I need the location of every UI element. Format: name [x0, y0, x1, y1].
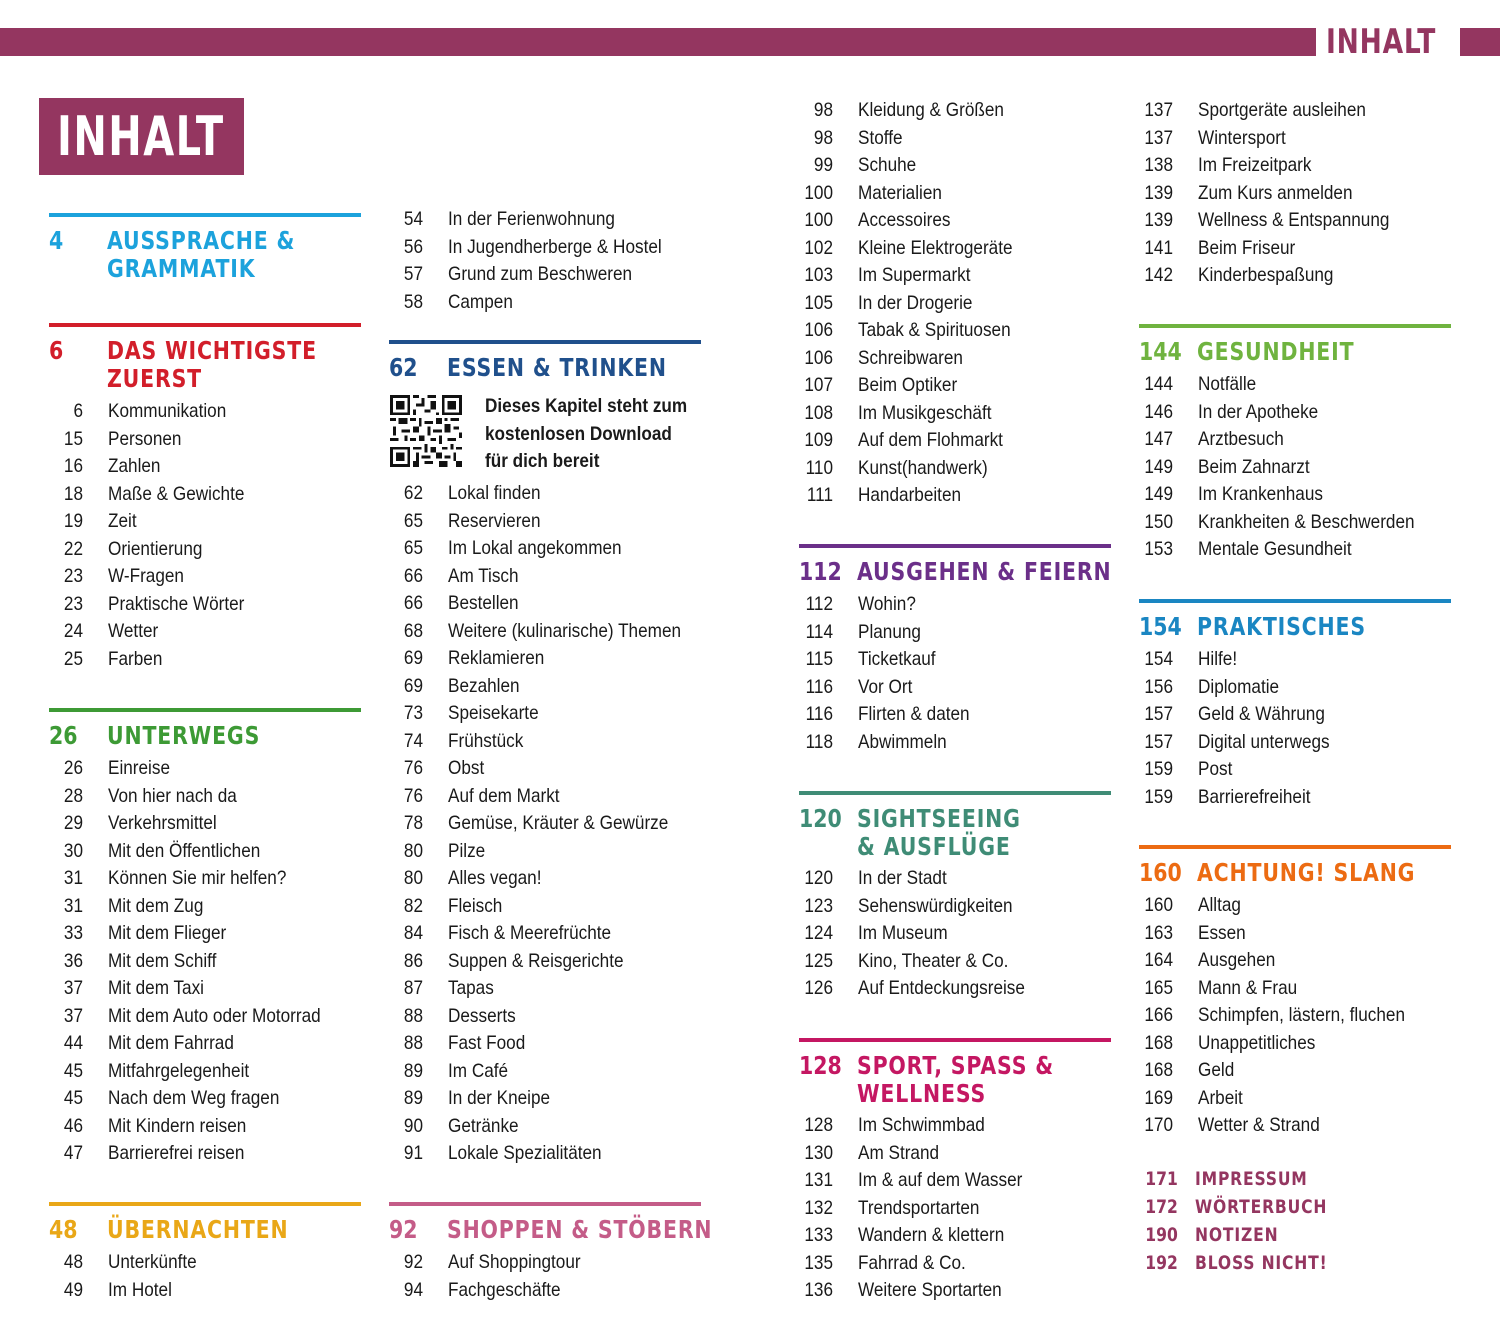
entry-page-number: 56: [403, 235, 423, 258]
entry-label: Accessoires: [858, 209, 951, 231]
section-title-line2: ZUERST: [107, 364, 202, 393]
entry-label: Zahlen: [108, 455, 161, 477]
entry-page-number: 115: [805, 648, 833, 670]
entry-label: Wohin?: [858, 593, 916, 615]
entry-page-number: 102: [804, 236, 833, 259]
entry-label: Im Musikgeschäft: [858, 401, 992, 424]
entry-label: Speisekarte: [448, 702, 539, 724]
entry-label: Kino, Theater & Co.: [858, 949, 1009, 972]
entry-label: Verkehrsmittel: [108, 812, 217, 834]
entry-label: Post: [1198, 758, 1233, 780]
entry-page-number: 135: [804, 1251, 833, 1274]
entry-label: Wintersport: [1198, 126, 1286, 149]
qr-download-block: [389, 395, 701, 471]
entry-label: Wandern & klettern: [858, 1224, 1005, 1246]
entry-label: Mit dem Zug: [108, 894, 204, 917]
section-title: AUSSPRACHE &: [107, 226, 296, 255]
entry-label: In Jugendherberge & Hostel: [448, 235, 662, 258]
entry-page-number: 111: [806, 484, 833, 506]
entry-page-number: 57: [403, 263, 423, 285]
entry-page-number: 154: [1144, 648, 1173, 670]
entry-label: Grund zum Beschweren: [448, 263, 633, 285]
section-rule: [389, 1202, 701, 1206]
entry-page-number: 146: [1144, 400, 1173, 423]
entry-label: Mit dem Taxi: [108, 977, 205, 999]
section-title: SIGHTSEEING: [857, 804, 1021, 833]
entry-label: Lokal finden: [448, 482, 541, 504]
entry-label: Kunst(handwerk): [858, 456, 988, 479]
entry-page-number: 45: [63, 1087, 83, 1109]
entry-page-number: 103: [804, 264, 833, 286]
section-title: SHOPPEN & STÖBERN: [447, 1215, 713, 1244]
entry-page-number: 112: [805, 593, 833, 615]
entry-label: Ticketkauf: [858, 648, 936, 670]
entry-page-number: 65: [403, 509, 423, 532]
entry-page-number: 156: [1144, 675, 1173, 698]
entry-page-number: 92: [403, 1251, 423, 1273]
entry-label: Barrierefreiheit: [1198, 785, 1311, 808]
entry-label: Flirten & daten: [858, 703, 970, 725]
entry-label: Im Café: [448, 1059, 509, 1082]
entry-page-number: 169: [1144, 1086, 1173, 1109]
header-bar-end: [1460, 28, 1500, 56]
entry-page-number: 76: [403, 757, 423, 779]
section-rule: [49, 213, 361, 217]
entry-page-number: 80: [403, 867, 423, 889]
entry-page-number: 23: [63, 565, 83, 587]
entry-label: Mit dem Flieger: [108, 922, 227, 944]
entry-label: In der Drogerie: [858, 291, 973, 314]
section-title: SPORT, SPASS &: [857, 1051, 1054, 1080]
section-page-number: 92: [389, 1215, 418, 1244]
entry-page-number: 190: [1145, 1224, 1178, 1246]
entry-label: Personen: [108, 427, 182, 450]
entry-label: Wetter: [108, 620, 159, 642]
entry-label: BLOSS NICHT!: [1195, 1252, 1328, 1274]
entry-page-number: 159: [1144, 758, 1173, 780]
section-rule: [799, 544, 1111, 548]
entry-page-number: 157: [1144, 703, 1173, 725]
entry-page-number: 89: [403, 1087, 423, 1109]
entry-label: Gemüse, Kräuter & Gewürze: [448, 812, 669, 834]
entry-label: Alltag: [1198, 894, 1241, 916]
entry-page-number: 46: [63, 1114, 83, 1137]
entry-label: Einreise: [108, 757, 170, 779]
section-title-line2: GRAMMATIK: [107, 254, 256, 283]
entry-label: Nach dem Weg fragen: [108, 1087, 280, 1109]
entry-page-number: 48: [63, 1251, 83, 1273]
entry-page-number: 19: [63, 510, 83, 532]
section-page-number: 120: [799, 804, 842, 833]
section-rule: [799, 1038, 1111, 1042]
entry-label: Auf Entdeckungsreise: [858, 977, 1025, 999]
entry-label: Desserts: [448, 1004, 516, 1027]
entry-label: Campen: [448, 290, 513, 313]
entry-label: Zum Kurs anmelden: [1198, 181, 1353, 204]
entry-page-number: 172: [1145, 1196, 1178, 1218]
entry-page-number: 150: [1144, 510, 1173, 533]
entry-label: Auf dem Flohmarkt: [858, 429, 1003, 451]
entry-label: Essen: [1198, 921, 1246, 944]
entry-page-number: 130: [804, 1141, 833, 1164]
entry-label: Notfälle: [1198, 373, 1257, 395]
entry-label: Sehenswürdigkeiten: [858, 894, 1013, 917]
entry-page-number: 94: [403, 1278, 423, 1301]
section-rule: [799, 791, 1111, 795]
entry-label: Trendsportarten: [858, 1196, 980, 1219]
entry-page-number: 139: [1144, 209, 1173, 231]
entry-label: Mann & Frau: [1198, 976, 1298, 999]
entry-page-number: 110: [805, 456, 833, 479]
entry-label: Praktische Wörter: [108, 592, 245, 615]
section-title: AUSGEHEN & FEIERN: [857, 557, 1112, 586]
entry-label: Am Strand: [858, 1141, 940, 1164]
entry-page-number: 133: [804, 1224, 833, 1246]
entry-page-number: 192: [1145, 1252, 1178, 1274]
entry-page-number: 118: [805, 730, 833, 753]
entry-label: Tabak & Spirituosen: [858, 319, 1011, 341]
entry-page-number: 31: [63, 894, 83, 917]
entry-page-number: 22: [63, 537, 83, 560]
entry-label: Reservieren: [448, 509, 541, 532]
entry-label: Krankheiten & Beschwerden: [1198, 510, 1415, 533]
entry-page-number: 87: [403, 977, 423, 999]
entry-page-number: 164: [1144, 949, 1173, 971]
entry-label: Farben: [108, 647, 163, 670]
entry-label: Orientierung: [108, 537, 203, 560]
entry-label: Kommunikation: [108, 400, 227, 422]
entry-label: Im & auf dem Wasser: [858, 1169, 1023, 1191]
qr-note-line2: kostenlosen Download: [485, 422, 672, 445]
entry-label: Im Schwimmbad: [858, 1114, 985, 1136]
entry-label: Vor Ort: [858, 675, 913, 698]
entry-page-number: 29: [63, 812, 83, 834]
section-title: PRAKTISCHES: [1197, 612, 1366, 641]
entry-page-number: 170: [1144, 1114, 1173, 1136]
entry-label: Bezahlen: [448, 674, 520, 697]
entry-label: Wetter & Strand: [1198, 1114, 1320, 1136]
entry-label: Hilfe!: [1198, 648, 1238, 670]
entry-page-number: 47: [63, 1142, 83, 1164]
entry-label: Im Supermarkt: [858, 264, 971, 286]
entry-page-number: 89: [403, 1059, 423, 1082]
entry-label: Sportgeräte ausleihen: [1198, 99, 1366, 121]
entry-label: Mit dem Fahrrad: [108, 1032, 234, 1054]
section-page-number: 48: [49, 1215, 78, 1244]
entry-label: Weitere (kulinarische) Themen: [448, 619, 682, 642]
section-page-number: 144: [1139, 337, 1182, 366]
entry-label: Kinderbespaßung: [1198, 264, 1334, 286]
section-rule: [1139, 845, 1451, 849]
entry-page-number: 58: [403, 290, 423, 313]
section-page-number: 128: [799, 1051, 842, 1080]
entry-page-number: 160: [1144, 894, 1173, 916]
entry-label: Mit dem Schiff: [108, 949, 217, 972]
entry-page-number: 106: [804, 319, 833, 341]
qr-note-line3: für dich bereit: [485, 450, 600, 472]
entry-label: Beim Friseur: [1198, 236, 1296, 259]
entry-label: Diplomatie: [1198, 675, 1280, 698]
section-rule: [389, 340, 701, 344]
entry-label: Materialien: [858, 181, 942, 204]
entry-label: Auf dem Markt: [448, 784, 560, 807]
entry-label: Stoffe: [858, 126, 903, 149]
entry-page-number: 136: [804, 1279, 833, 1301]
qr-note-line1: Dieses Kapitel steht zum: [485, 395, 688, 417]
section-rule: [1139, 324, 1451, 328]
entry-label: Lokale Spezialitäten: [448, 1142, 602, 1164]
entry-page-number: 108: [804, 401, 833, 424]
entry-page-number: 137: [1144, 126, 1173, 149]
entry-label: Schimpfen, lästern, fluchen: [1198, 1004, 1405, 1026]
entry-page-number: 141: [1144, 236, 1173, 259]
section-title-line2: WELLNESS: [857, 1079, 987, 1108]
entry-label: Unterkünfte: [108, 1251, 197, 1273]
entry-page-number: 66: [403, 564, 423, 587]
entry-page-number: 36: [63, 949, 83, 972]
entry-page-number: 24: [63, 620, 83, 642]
entry-label: Barrierefrei reisen: [108, 1142, 245, 1164]
entry-page-number: 157: [1144, 730, 1173, 753]
entry-page-number: 65: [403, 537, 423, 559]
section-page-number: 26: [49, 721, 78, 750]
entry-label: Im Krankenhaus: [1198, 483, 1323, 505]
section-rule: [49, 323, 361, 327]
entry-page-number: 114: [805, 620, 833, 643]
entry-page-number: 98: [813, 99, 833, 121]
entry-label: Obst: [448, 757, 485, 779]
entry-page-number: 163: [1144, 921, 1173, 944]
entry-label: Kleine Elektrogeräte: [858, 236, 1013, 259]
section-title: DAS WICHTIGSTE: [107, 336, 317, 365]
entry-page-number: 149: [1144, 483, 1173, 505]
page-header-title: INHALT: [1326, 22, 1437, 62]
entry-label: Schreibwaren: [858, 346, 963, 369]
entry-page-number: 171: [1145, 1168, 1178, 1190]
entry-label: Fast Food: [448, 1032, 526, 1054]
entry-label: Mentale Gesundheit: [1198, 538, 1352, 560]
entry-label: Maße & Gewichte: [108, 482, 245, 505]
entry-page-number: 66: [403, 592, 423, 614]
entry-page-number: 26: [63, 757, 83, 779]
entry-page-number: 98: [813, 126, 833, 149]
section-title: ACHTUNG! SLANG: [1197, 858, 1416, 887]
entry-label: Fisch & Meerefrüchte: [448, 922, 612, 944]
entry-label: Mit Kindern reisen: [108, 1114, 247, 1137]
entry-page-number: 18: [63, 482, 83, 505]
entry-label: Getränke: [448, 1114, 519, 1137]
entry-page-number: 144: [1144, 373, 1173, 395]
entry-page-number: 88: [403, 1004, 423, 1027]
entry-page-number: 120: [804, 867, 833, 889]
entry-label: Pilze: [448, 839, 486, 862]
entry-page-number: 30: [63, 839, 83, 862]
entry-page-number: 73: [403, 702, 423, 724]
entry-label: Beim Zahnarzt: [1198, 455, 1310, 478]
entry-page-number: 62: [403, 482, 423, 504]
entry-label: NOTIZEN: [1195, 1224, 1279, 1246]
entry-label: Handarbeiten: [858, 484, 962, 506]
entry-label: Wellness & Entspannung: [1198, 209, 1390, 231]
section-rule: [1139, 599, 1451, 603]
entry-page-number: 99: [813, 154, 833, 176]
entry-page-number: 49: [63, 1278, 83, 1301]
entry-label: Bestellen: [448, 592, 519, 614]
entry-label: Arbeit: [1198, 1086, 1243, 1109]
entry-label: Zeit: [108, 510, 137, 532]
section-rule: [49, 708, 361, 712]
entry-label: Am Tisch: [448, 564, 519, 587]
entry-page-number: 116: [805, 703, 833, 725]
entry-page-number: 28: [63, 784, 83, 807]
entry-label: Reklamieren: [448, 647, 545, 669]
entry-page-number: 165: [1144, 976, 1173, 999]
section-page-number: 160: [1139, 858, 1182, 887]
entry-page-number: 139: [1144, 181, 1173, 204]
qr-code-icon[interactable]: [389, 395, 463, 467]
section-title-line2: & AUSFLÜGE: [857, 832, 1011, 861]
entry-page-number: 68: [403, 619, 423, 642]
entry-label: Tapas: [448, 977, 494, 999]
entry-page-number: 138: [1144, 154, 1173, 176]
entry-label: Fahrrad & Co.: [858, 1251, 966, 1274]
entry-page-number: 153: [1144, 538, 1173, 560]
entry-label: Weitere Sportarten: [858, 1279, 1002, 1301]
entry-label: Fleisch: [448, 894, 503, 917]
entry-label: W-Fragen: [108, 565, 184, 587]
entry-page-number: 159: [1144, 785, 1173, 808]
entry-page-number: 147: [1144, 428, 1173, 450]
entry-label: Unappetitliches: [1198, 1031, 1316, 1054]
entry-page-number: 128: [804, 1114, 833, 1136]
entry-label: IMPRESSUM: [1195, 1168, 1308, 1190]
entry-page-number: 126: [804, 977, 833, 999]
entry-page-number: 78: [403, 812, 423, 834]
entry-label: Können Sie mir helfen?: [108, 867, 287, 889]
entry-page-number: 123: [804, 894, 833, 917]
entry-page-number: 76: [403, 784, 423, 807]
entry-page-number: 168: [1144, 1031, 1173, 1054]
entry-label: Mitfahrgelegenheit: [108, 1059, 250, 1082]
entry-label: WÖRTERBUCH: [1195, 1196, 1328, 1218]
entry-page-number: 142: [1144, 264, 1173, 286]
entry-page-number: 37: [63, 977, 83, 999]
section-title: UNTERWEGS: [107, 721, 261, 750]
entry-label: Planung: [858, 620, 921, 643]
section-page-number: 6: [49, 336, 64, 365]
entry-label: Mit dem Auto oder Motorrad: [108, 1004, 321, 1027]
entry-page-number: 90: [403, 1114, 423, 1137]
entry-page-number: 149: [1144, 455, 1173, 478]
header-bar: [0, 28, 1316, 56]
entry-page-number: 88: [403, 1032, 423, 1054]
entry-page-number: 33: [63, 922, 83, 944]
entry-page-number: 37: [63, 1004, 83, 1027]
entry-label: Arztbesuch: [1198, 428, 1284, 450]
entry-page-number: 69: [403, 674, 423, 697]
entry-page-number: 109: [804, 429, 833, 451]
entry-label: Auf Shoppingtour: [448, 1251, 581, 1273]
entry-page-number: 15: [63, 427, 83, 450]
entry-page-number: 106: [804, 346, 833, 369]
entry-page-number: 25: [63, 647, 83, 670]
entry-page-number: 168: [1144, 1059, 1173, 1081]
entry-page-number: 86: [403, 949, 423, 972]
entry-page-number: 137: [1144, 99, 1173, 121]
entry-label: Im Hotel: [108, 1278, 172, 1301]
entry-page-number: 166: [1144, 1004, 1173, 1026]
entry-page-number: 74: [403, 729, 423, 752]
entry-page-number: 131: [804, 1169, 833, 1191]
entry-label: Im Lokal angekommen: [448, 537, 622, 559]
section-page-number: 62: [389, 353, 418, 382]
entry-page-number: 125: [804, 949, 833, 972]
entry-page-number: 84: [403, 922, 423, 944]
entry-page-number: 80: [403, 839, 423, 862]
entry-label: Alles vegan!: [448, 867, 542, 889]
entry-page-number: 91: [403, 1142, 423, 1164]
section-page-number: 4: [49, 226, 64, 255]
entry-label: Von hier nach da: [108, 784, 237, 807]
entry-page-number: 100: [804, 181, 833, 204]
entry-page-number: 100: [804, 209, 833, 231]
entry-page-number: 44: [63, 1032, 83, 1054]
entry-page-number: 31: [63, 867, 83, 889]
entry-label: Ausgehen: [1198, 949, 1276, 971]
entry-page-number: 16: [63, 455, 83, 477]
entry-page-number: 23: [63, 592, 83, 615]
entry-label: Kleidung & Größen: [858, 99, 1004, 121]
entry-page-number: 45: [63, 1059, 83, 1082]
entry-label: Im Museum: [858, 922, 948, 944]
entry-label: In der Ferienwohnung: [448, 208, 615, 230]
entry-page-number: 107: [804, 374, 833, 396]
entry-label: Geld & Währung: [1198, 703, 1325, 725]
entry-page-number: 54: [403, 208, 423, 230]
section-page-number: 154: [1139, 612, 1182, 641]
entry-label: Beim Optiker: [858, 374, 958, 396]
entry-label: Im Freizeitpark: [1198, 154, 1312, 176]
section-title: GESUNDHEIT: [1197, 337, 1355, 366]
entry-label: In der Kneipe: [448, 1087, 551, 1109]
entry-label: Digital unterwegs: [1198, 730, 1330, 753]
entry-label: Geld: [1198, 1059, 1235, 1081]
entry-label: Suppen & Reisgerichte: [448, 949, 624, 972]
section-title: ESSEN & TRINKEN: [447, 353, 667, 382]
entry-label: In der Apotheke: [1198, 400, 1319, 423]
section-page-number: 112: [799, 557, 842, 586]
entry-page-number: 105: [804, 291, 833, 314]
entry-page-number: 69: [403, 647, 423, 669]
contents-title-box: [39, 98, 244, 175]
entry-page-number: 6: [73, 400, 83, 422]
entry-page-number: 116: [805, 675, 833, 698]
entry-label: In der Stadt: [858, 867, 947, 889]
contents-title: INHALT: [57, 105, 225, 168]
entry-label: Frühstück: [448, 729, 524, 752]
entry-label: Mit den Öffentlichen: [108, 839, 261, 862]
entry-page-number: 124: [804, 922, 833, 944]
entry-label: Fachgeschäfte: [448, 1278, 561, 1301]
entry-page-number: 132: [804, 1196, 833, 1219]
entry-label: Schuhe: [858, 154, 917, 176]
entry-page-number: 82: [403, 894, 423, 917]
entry-label: Abwimmeln: [858, 730, 947, 753]
section-title: ÜBERNACHTEN: [107, 1215, 289, 1244]
section-rule: [49, 1202, 361, 1206]
